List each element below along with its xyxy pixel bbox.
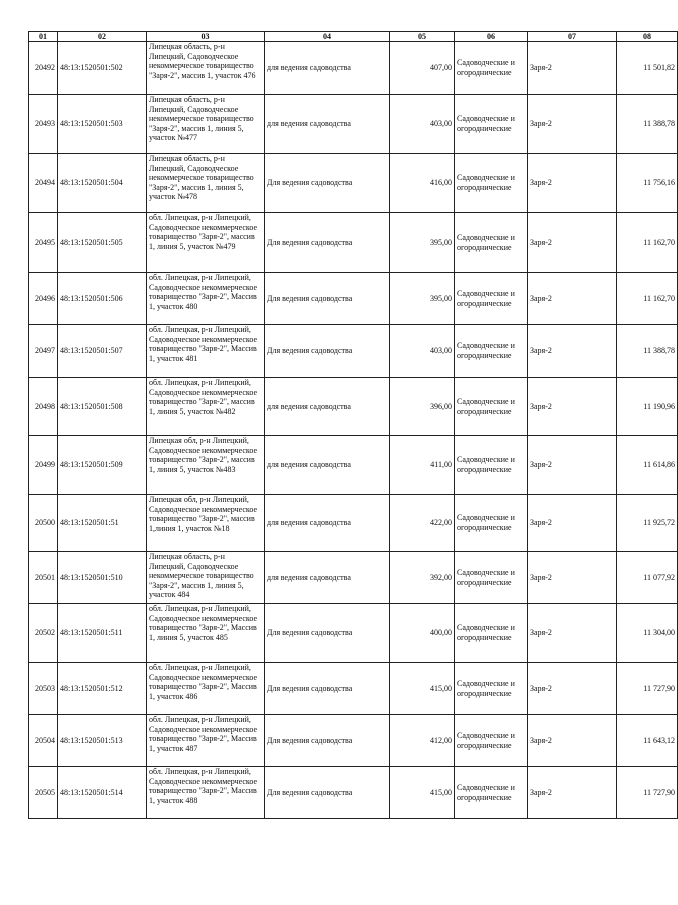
address-cell xyxy=(147,767,265,819)
cadastral-value-cell: 11 643,12 xyxy=(617,715,678,767)
column-header: 02 xyxy=(58,32,147,42)
row-number-cell: 20502 xyxy=(29,604,58,663)
land-category-cell: Садоводческие и огороднические xyxy=(455,378,528,436)
address-cell xyxy=(147,325,265,378)
partnership-name-cell: Заря-2 xyxy=(528,378,617,436)
permitted-use-cell: Для ведения садоводства xyxy=(265,213,390,273)
area-cell: 395,00 xyxy=(390,273,455,325)
row-number-cell: 20504 xyxy=(29,715,58,767)
cadastral-number-cell: 48:13:1520501:507 xyxy=(58,325,147,378)
cadastral-value-cell: 11 501,82 xyxy=(617,42,678,95)
land-category-cell: Садоводческие и огороднические xyxy=(455,767,528,819)
table-row xyxy=(29,154,678,213)
cadastral-number-cell: 48:13:1520501:506 xyxy=(58,273,147,325)
cadastral-value-cell: 11 727,90 xyxy=(617,767,678,819)
address-cell xyxy=(147,95,265,154)
address-text: обл. Липецкая, р-н Липецкий, Садоводческое некоммерческое товарищество "Заря-2", массив 1, линия 5, участок №482 xyxy=(149,378,258,416)
table-row xyxy=(29,767,678,819)
table-row xyxy=(29,604,678,663)
address-cell xyxy=(147,663,265,715)
partnership-name-cell: Заря-2 xyxy=(528,767,617,819)
area-cell: 395,00 xyxy=(390,213,455,273)
cadastral-number-cell: 48:13:1520501:503 xyxy=(58,95,147,154)
column-header: 06 xyxy=(455,32,528,42)
permitted-use-cell: Для ведения садоводства xyxy=(265,767,390,819)
permitted-use-cell: для ведения садоводства xyxy=(265,552,390,604)
area-cell: 400,00 xyxy=(390,604,455,663)
address-text: Липецкая область, р-н Липецкий, Садоводческое некоммерческое товарищество "Заря-2", массив 1, участок 476 xyxy=(149,42,256,80)
address-text: обл. Липецкая, р-н Липецкий, Садоводческое некоммерческое товарищество "Заря-2", Массив 1, участок 487 xyxy=(149,715,258,753)
address-text: обл. Липецкая, р-н Липецкий, Садоводческое некоммерческое товарищество "Заря-2", Массив 1, участок 480 xyxy=(149,273,258,311)
cadastral-number-cell: 48:13:1520501:504 xyxy=(58,154,147,213)
row-number-cell: 20505 xyxy=(29,767,58,819)
column-header: 08 xyxy=(617,32,678,42)
land-category-cell: Садоводческие и огороднические xyxy=(455,95,528,154)
partnership-name-cell: Заря-2 xyxy=(528,495,617,552)
row-number-cell: 20500 xyxy=(29,495,58,552)
address-cell xyxy=(147,715,265,767)
column-header: 07 xyxy=(528,32,617,42)
row-number-cell: 20497 xyxy=(29,325,58,378)
cadastral-value-cell: 11 727,90 xyxy=(617,663,678,715)
area-cell: 415,00 xyxy=(390,767,455,819)
table-row xyxy=(29,273,678,325)
area-cell: 403,00 xyxy=(390,95,455,154)
address-text: Липецкая обл, р-н Липецкий, Садоводческое некоммерческое товарищество "Заря-2", массив 1,линия 1, участок №18 xyxy=(149,495,258,533)
address-text: Липецкая область, р-н Липецкий, Садоводческое некоммерческое товарищество "Заря-2", массив 1, линия 5, участок 484 xyxy=(149,552,254,600)
permitted-use-cell: Для ведения садоводства xyxy=(265,154,390,213)
area-cell: 422,00 xyxy=(390,495,455,552)
permitted-use-cell: Для ведения садоводства xyxy=(265,325,390,378)
address-cell xyxy=(147,552,265,604)
permitted-use-cell: для ведения садоводства xyxy=(265,95,390,154)
column-header: 05 xyxy=(390,32,455,42)
row-number-cell: 20498 xyxy=(29,378,58,436)
land-plots-table xyxy=(28,31,678,819)
partnership-name-cell: Заря-2 xyxy=(528,604,617,663)
address-text: обл. Липецкая, р-н Липецкий, Садоводческое некоммерческое товарищество "Заря-2", Массив 1, участок 481 xyxy=(149,325,258,363)
cadastral-number-cell: 48:13:1520501:511 xyxy=(58,604,147,663)
partnership-name-cell: Заря-2 xyxy=(528,325,617,378)
cadastral-value-cell: 11 925,72 xyxy=(617,495,678,552)
land-category-cell: Садоводческие и огороднические xyxy=(455,154,528,213)
cadastral-value-cell: 11 388,78 xyxy=(617,95,678,154)
address-cell xyxy=(147,42,265,95)
land-category-cell: Садоводческие и огороднические xyxy=(455,663,528,715)
cadastral-value-cell: 11 388,78 xyxy=(617,325,678,378)
address-text: обл. Липецкая, р-н Липецкий, Садоводческое некоммерческое товарищество "Заря-2", Массив 1, участок 488 xyxy=(149,767,258,805)
cadastral-number-cell: 48:13:1520501:510 xyxy=(58,552,147,604)
land-category-cell: Садоводческие и огороднические xyxy=(455,495,528,552)
cadastral-value-cell: 11 756,16 xyxy=(617,154,678,213)
cadastral-number-cell: 48:13:1520501:51 xyxy=(58,495,147,552)
partnership-name-cell: Заря-2 xyxy=(528,663,617,715)
address-text: Липецкая область, р-н Липецкий, Садоводческое некоммерческое товарищество "Заря-2", массив 1, линия 5, участок №477 xyxy=(149,95,254,143)
area-cell: 396,00 xyxy=(390,378,455,436)
address-text: обл. Липецкая, р-н Липецкий, Садоводческое некоммерческое товарищество "Заря-2", массив 1, линия 5, участок №479 xyxy=(149,213,258,251)
table-row xyxy=(29,42,678,95)
address-text: Липецкая область, р-н Липецкий, Садоводческое некоммерческое товарищество "Заря-2", массив 1, линия 5, участок №478 xyxy=(149,154,254,202)
area-cell: 412,00 xyxy=(390,715,455,767)
row-number-cell: 20501 xyxy=(29,552,58,604)
row-number-cell: 20492 xyxy=(29,42,58,95)
table-row xyxy=(29,325,678,378)
address-text: Липецкая обл, р-н Липецкий, Садоводческое некоммерческое товарищество "Заря-2", массив 1, линия 5, участок №483 xyxy=(149,436,258,474)
land-category-cell: Садоводческие и огороднические xyxy=(455,552,528,604)
partnership-name-cell: Заря-2 xyxy=(528,552,617,604)
cadastral-value-cell: 11 162,70 xyxy=(617,213,678,273)
area-cell: 411,00 xyxy=(390,436,455,495)
permitted-use-cell: Для ведения садоводства xyxy=(265,604,390,663)
address-cell xyxy=(147,604,265,663)
table-row xyxy=(29,495,678,552)
land-category-cell: Садоводческие и огороднические xyxy=(455,604,528,663)
land-category-cell: Садоводческие и огороднические xyxy=(455,213,528,273)
permitted-use-cell: для ведения садоводства xyxy=(265,436,390,495)
cadastral-number-cell: 48:13:1520501:513 xyxy=(58,715,147,767)
row-number-cell: 20495 xyxy=(29,213,58,273)
land-category-cell: Садоводческие и огороднические xyxy=(455,273,528,325)
permitted-use-cell: для ведения садоводства xyxy=(265,495,390,552)
address-text: обл. Липецкая, р-н Липецкий, Садоводческое некоммерческое товарищество "Заря-2", Массив 1, участок 486 xyxy=(149,663,258,701)
table-row xyxy=(29,213,678,273)
column-header: 04 xyxy=(265,32,390,42)
row-number-cell: 20503 xyxy=(29,663,58,715)
permitted-use-cell: для ведения садоводства xyxy=(265,42,390,95)
cadastral-number-cell: 48:13:1520501:505 xyxy=(58,213,147,273)
table-row xyxy=(29,95,678,154)
table-row xyxy=(29,436,678,495)
table-row xyxy=(29,552,678,604)
row-number-cell: 20493 xyxy=(29,95,58,154)
address-cell xyxy=(147,273,265,325)
permitted-use-cell: Для ведения садоводства xyxy=(265,273,390,325)
area-cell: 407,00 xyxy=(390,42,455,95)
cadastral-value-cell: 11 614,86 xyxy=(617,436,678,495)
permitted-use-cell: для ведения садоводства xyxy=(265,378,390,436)
partnership-name-cell: Заря-2 xyxy=(528,715,617,767)
partnership-name-cell: Заря-2 xyxy=(528,42,617,95)
address-cell xyxy=(147,213,265,273)
address-text: обл. Липецкая, р-н Липецкий, Садоводческое некоммерческое товарищество "Заря-2", Массив 1, линия 5, участок 485 xyxy=(149,604,258,642)
area-cell: 403,00 xyxy=(390,325,455,378)
cadastral-number-cell: 48:13:1520501:508 xyxy=(58,378,147,436)
cadastral-number-cell: 48:13:1520501:509 xyxy=(58,436,147,495)
partnership-name-cell: Заря-2 xyxy=(528,436,617,495)
cadastral-value-cell: 11 304,00 xyxy=(617,604,678,663)
address-cell xyxy=(147,495,265,552)
address-cell xyxy=(147,378,265,436)
cadastral-value-cell: 11 190,96 xyxy=(617,378,678,436)
address-cell xyxy=(147,436,265,495)
cadastral-number-cell: 48:13:1520501:514 xyxy=(58,767,147,819)
cadastral-number-cell: 48:13:1520501:512 xyxy=(58,663,147,715)
cadastral-value-cell: 11 077,92 xyxy=(617,552,678,604)
partnership-name-cell: Заря-2 xyxy=(528,154,617,213)
area-cell: 392,00 xyxy=(390,552,455,604)
column-header: 03 xyxy=(147,32,265,42)
row-number-cell: 20494 xyxy=(29,154,58,213)
table-row xyxy=(29,378,678,436)
area-cell: 416,00 xyxy=(390,154,455,213)
cadastral-value-cell: 11 162,70 xyxy=(617,273,678,325)
permitted-use-cell: Для ведения садоводства xyxy=(265,715,390,767)
partnership-name-cell: Заря-2 xyxy=(528,95,617,154)
row-number-cell: 20496 xyxy=(29,273,58,325)
address-cell xyxy=(147,154,265,213)
table-row xyxy=(29,715,678,767)
table-row xyxy=(29,663,678,715)
column-header: 01 xyxy=(29,32,58,42)
cadastral-number-cell: 48:13:1520501:502 xyxy=(58,42,147,95)
row-number-cell: 20499 xyxy=(29,436,58,495)
partnership-name-cell: Заря-2 xyxy=(528,273,617,325)
land-category-cell: Садоводческие и огороднические xyxy=(455,325,528,378)
partnership-name-cell: Заря-2 xyxy=(528,213,617,273)
land-category-cell: Садоводческие и огороднические xyxy=(455,42,528,95)
permitted-use-cell: Для ведения садоводства xyxy=(265,663,390,715)
land-category-cell: Садоводческие и огороднические xyxy=(455,715,528,767)
land-category-cell: Садоводческие и огороднические xyxy=(455,436,528,495)
table-header-row xyxy=(29,32,678,42)
area-cell: 415,00 xyxy=(390,663,455,715)
